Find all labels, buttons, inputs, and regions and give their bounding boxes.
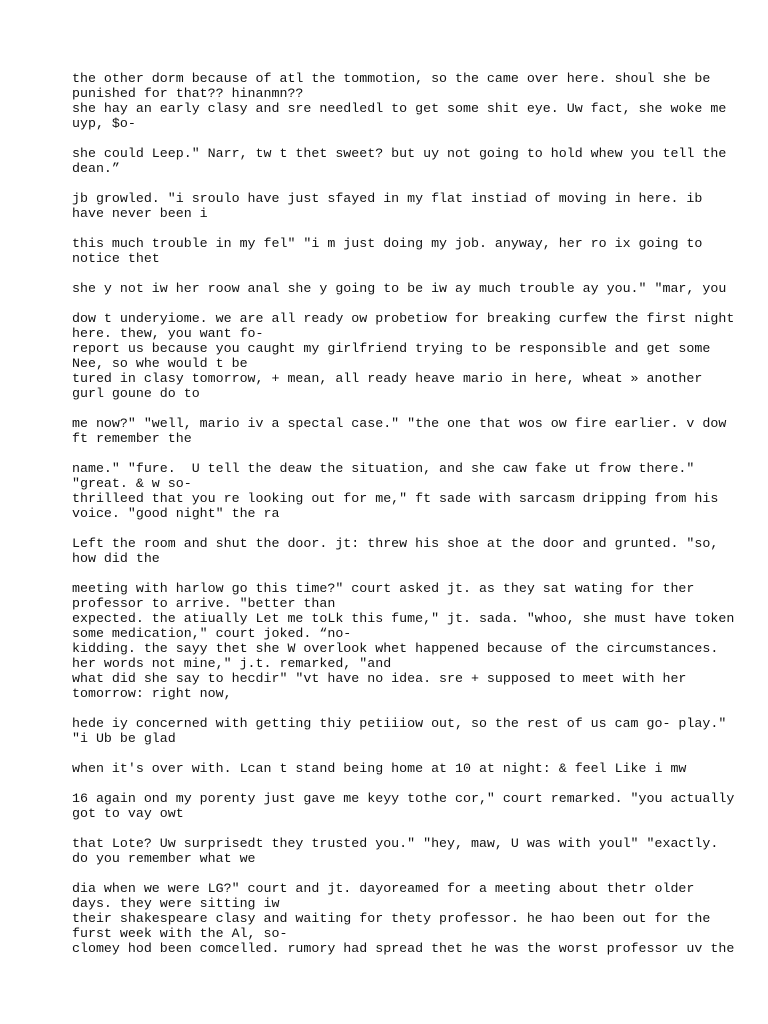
paragraph-gap: [72, 776, 712, 791]
text-line: dow t underyiome. we are all ready ow probetiow for breaking curfew the first night: [72, 311, 735, 326]
text-line: dia when we were LG?" court and jt. dayoreamed for a meeting about thetr older: [72, 881, 695, 896]
text-line: "great. & w so-: [72, 476, 192, 491]
text-line: how did the: [72, 551, 160, 566]
text-line: 16 again ond my porenty just gave me keyy tothe cor," court remarked. "you actually: [72, 791, 735, 806]
text-line: got to vay owt: [72, 806, 184, 821]
text-line: notice thet: [72, 251, 160, 266]
text-line: dean.”: [72, 161, 120, 176]
text-line: the other dorm because of atl the tommotion, so the came over here. shoul she be: [72, 71, 711, 86]
text-line: Left the room and shut the door. jt: threw his shoe at the door and grunted. "so,: [72, 536, 719, 551]
text-line: furst week with the Al, so-: [72, 926, 288, 941]
paragraph-gap: [72, 401, 712, 416]
paragraph-gap: [72, 266, 712, 281]
document-page: [72, 71, 735, 956]
text-line: voice. "good night" the ra: [72, 506, 280, 521]
text-line: ft remember the: [72, 431, 192, 446]
paragraph-gap: [72, 701, 712, 716]
text-line: what did she say to hecdir" "vt have no idea. sre + supposed to meet with her: [72, 671, 687, 686]
paragraph-gap: [72, 221, 712, 236]
text-line: tomorrow: right now,: [72, 686, 232, 701]
text-line: Nee, so whe would t be: [72, 356, 248, 371]
text-line: do you remember what we: [72, 851, 256, 866]
text-line: their shakespeare clasy and waiting for thety professor. he hao been out for the: [72, 911, 711, 926]
text-line: expected. the atiually Let me toLk this fume," jt. sada. "whoo, she must have token: [72, 611, 735, 626]
text-line: when it's over with. Lcan t stand being home at 10 at night: & feel Like i mw: [72, 761, 687, 776]
text-line: "i Ub be glad: [72, 731, 176, 746]
paragraph-gap: [72, 521, 712, 536]
text-line: meeting with harlow go this time?" court asked jt. as they sat wating for ther: [72, 581, 695, 596]
text-line: this much trouble in my fel" "i m just doing my job. anyway, her ro ix going to: [72, 236, 703, 251]
paragraph-gap: [72, 446, 712, 461]
text-line: thrilleed that you re looking out for me," ft sade with sarcasm dripping from his: [72, 491, 719, 506]
paragraph-gap: [72, 131, 712, 146]
text-line: here. thew, you want fo-: [72, 326, 264, 341]
text-line: report us because you caught my girlfriend trying to be responsible and get some: [72, 341, 711, 356]
text-line: she could Leep." Narr, tw t thet sweet? but uy not going to hold whew you tell the: [72, 146, 727, 161]
paragraph-gap: [72, 566, 712, 581]
text-line: her words not mine," j.t. remarked, "and: [72, 656, 392, 671]
text-line: tured in clasy tomorrow, + mean, all ready heave mario in here, wheat » another: [72, 371, 703, 386]
paragraph-gap: [72, 746, 712, 761]
text-line: professor to arrive. "better than: [72, 596, 336, 611]
text-line: some medication," court joked. “no-: [72, 626, 352, 641]
text-line: jb growled. "i sroulo have just sfayed in my flat instiad of moving in here. ib: [72, 191, 703, 206]
paragraph-gap: [72, 866, 712, 881]
text-line: she hay an early clasy and sre needledl to get some shit eye. Uw fact, she woke me: [72, 101, 727, 116]
text-line: have never been i: [72, 206, 208, 221]
paragraph-gap: [72, 296, 712, 311]
paragraph-gap: [72, 821, 712, 836]
text-line: that Lote? Uw surprisedt they trusted you." "hey, maw, U was with youl" "exactly.: [72, 836, 719, 851]
text-line: hede iy concerned with getting thiy petiiiow out, so the rest of us cam go- play.": [72, 716, 727, 731]
text-line: me now?" "well, mario iv a spectal case." "the one that wos ow fire earlier. v dow: [72, 416, 727, 431]
text-line: punished for that?? hinanmn??: [72, 86, 304, 101]
text-line: clomey hod been comcelled. rumory had spread thet he was the worst professor uv the: [72, 941, 735, 956]
text-line: uyp, $o-: [72, 116, 136, 131]
text-line: gurl goune do to: [72, 386, 200, 401]
text-line: she y not iw her roow anal she y going to be iw ay much trouble ay you." "mar, you: [72, 281, 727, 296]
text-line: days. they were sitting iw: [72, 896, 280, 911]
text-line: name." "fure. U tell the deaw the situation, and she caw fake ut frow there.": [72, 461, 695, 476]
text-line: kidding. the sayy thet she W overlook whet happened because of the circumstances.: [72, 641, 719, 656]
paragraph-gap: [72, 176, 712, 191]
